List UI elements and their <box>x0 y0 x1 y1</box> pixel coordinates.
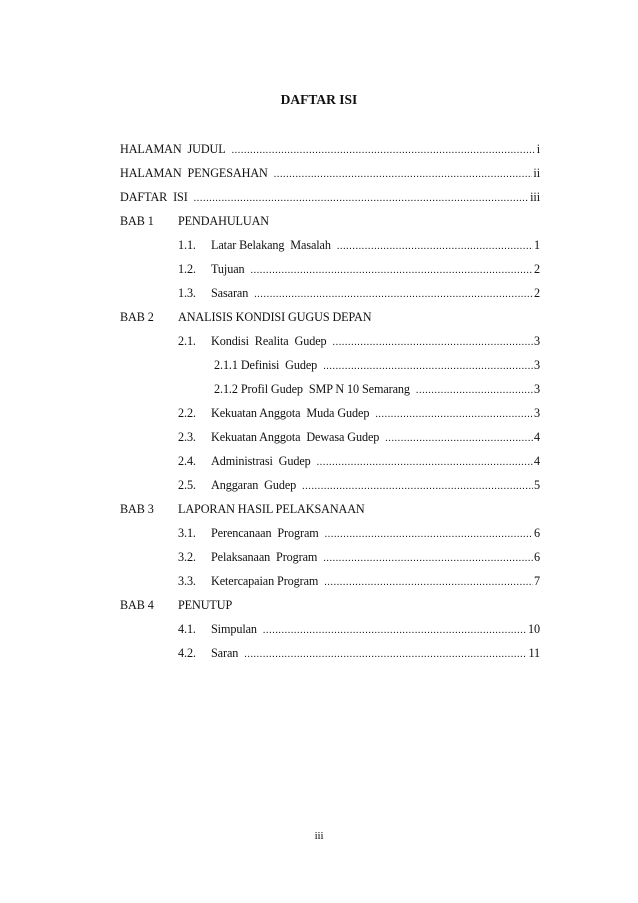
toc-entry <box>120 617 540 641</box>
toc-entry <box>120 473 540 497</box>
toc-entry <box>120 569 540 593</box>
dot-leader <box>323 355 533 379</box>
toc-entry <box>120 425 540 449</box>
toc-entry <box>120 545 540 569</box>
page-ref: 3 <box>534 358 540 372</box>
dot-leader <box>385 427 533 451</box>
chapter-title: PENUTUP <box>178 598 233 612</box>
entry-title: 2.1.1 Definisi Gudep <box>214 358 318 372</box>
toc-entry <box>120 161 540 185</box>
page-ref: 2 <box>534 286 540 300</box>
page-ref: 4 <box>534 430 540 444</box>
toc-entry <box>120 521 540 545</box>
page-ref: 6 <box>534 526 540 540</box>
page-ref: ii <box>533 166 540 180</box>
chapter-number: BAB 4 <box>120 598 154 612</box>
dot-leader <box>244 643 527 667</box>
entry-title: Kondisi Realita Gudep <box>211 334 327 348</box>
entry-title: Sasaran <box>211 286 249 300</box>
chapter-title: ANALISIS KONDISI GUGUS DEPAN <box>178 310 372 324</box>
chapter-number: BAB 3 <box>120 502 154 516</box>
dot-leader <box>251 259 534 283</box>
entry-title: Tujuan <box>211 262 245 276</box>
section-number: 2.5. <box>178 478 196 492</box>
page-ref: 5 <box>534 478 540 492</box>
chapter-number: BAB 2 <box>120 310 154 324</box>
dot-leader <box>333 331 534 355</box>
dot-leader <box>323 547 533 571</box>
page-ref: 1 <box>534 238 540 252</box>
dot-leader <box>254 283 533 307</box>
dot-leader <box>416 379 533 403</box>
toc-entry <box>120 233 540 257</box>
entry-title: Simpulan <box>211 622 257 636</box>
section-number: 3.2. <box>178 550 196 564</box>
toc-entry <box>120 641 540 665</box>
dot-leader <box>274 163 533 187</box>
dot-leader <box>232 139 536 163</box>
table-of-contents <box>120 137 540 665</box>
section-number: 1.3. <box>178 286 196 300</box>
section-number: 2.1. <box>178 334 196 348</box>
section-number: 4.2. <box>178 646 196 660</box>
toc-entry <box>120 353 540 377</box>
toc-entry <box>120 305 540 329</box>
page-ref: 11 <box>528 646 540 660</box>
page-ref: 10 <box>528 622 540 636</box>
page-ref: 2 <box>534 262 540 276</box>
page-ref: iii <box>530 190 540 204</box>
entry-title: Kekuatan Anggota Dewasa Gudep <box>211 430 380 444</box>
toc-entry <box>120 209 540 233</box>
toc-entry <box>120 137 540 161</box>
page-ref: i <box>536 142 540 156</box>
section-number: 2.4. <box>178 454 196 468</box>
dot-leader <box>337 235 533 259</box>
toc-entry <box>120 185 540 209</box>
dot-leader <box>194 187 529 211</box>
toc-entry <box>120 257 540 281</box>
page-ref: 6 <box>534 550 540 564</box>
page-ref: 3 <box>534 382 540 396</box>
entry-title: Latar Belakang Masalah <box>211 238 331 252</box>
toc-entry <box>120 377 540 401</box>
toc-entry <box>120 401 540 425</box>
chapter-title: LAPORAN HASIL PELAKSANAAN <box>178 502 365 516</box>
entry-title: Perencanaan Program <box>211 526 319 540</box>
dot-leader <box>263 619 527 643</box>
entry-title: HALAMAN PENGESAHAN <box>120 166 268 180</box>
section-number: 2.3. <box>178 430 196 444</box>
section-number: 4.1. <box>178 622 196 636</box>
toc-entry <box>120 449 540 473</box>
chapter-title: PENDAHULUAN <box>178 214 269 228</box>
toc-entry <box>120 497 540 521</box>
dot-leader <box>324 571 533 595</box>
page-title: DAFTAR ISI <box>280 92 358 107</box>
toc-entry <box>120 329 540 353</box>
page-ref: 3 <box>534 334 540 348</box>
entry-title: Administrasi Gudep <box>211 454 311 468</box>
entry-title: 2.1.2 Profil Gudep SMP N 10 Semarang <box>214 382 410 396</box>
chapter-number: BAB 1 <box>120 214 154 228</box>
entry-title: Pelaksanaan Program <box>211 550 318 564</box>
dot-leader <box>317 451 533 475</box>
section-number: 1.2. <box>178 262 196 276</box>
toc-entry <box>120 593 540 617</box>
page-ref: 7 <box>534 574 540 588</box>
page-ref: 3 <box>534 406 540 420</box>
section-number: 1.1. <box>178 238 196 252</box>
dot-leader <box>325 523 533 547</box>
entry-title: Ketercapaian Program <box>211 574 319 588</box>
section-number: 3.3. <box>178 574 196 588</box>
entry-title: Kekuatan Anggota Muda Gudep <box>211 406 370 420</box>
toc-entry <box>120 281 540 305</box>
page-ref: 4 <box>534 454 540 468</box>
entry-title: Anggaran Gudep <box>211 478 297 492</box>
dot-leader <box>302 475 533 499</box>
section-number: 2.2. <box>178 406 196 420</box>
page-number: iii <box>314 830 324 842</box>
entry-title: DAFTAR ISI <box>120 190 188 204</box>
entry-title: HALAMAN JUDUL <box>120 142 226 156</box>
dot-leader <box>375 403 533 427</box>
section-number: 3.1. <box>178 526 196 540</box>
entry-title: Saran <box>211 646 239 660</box>
